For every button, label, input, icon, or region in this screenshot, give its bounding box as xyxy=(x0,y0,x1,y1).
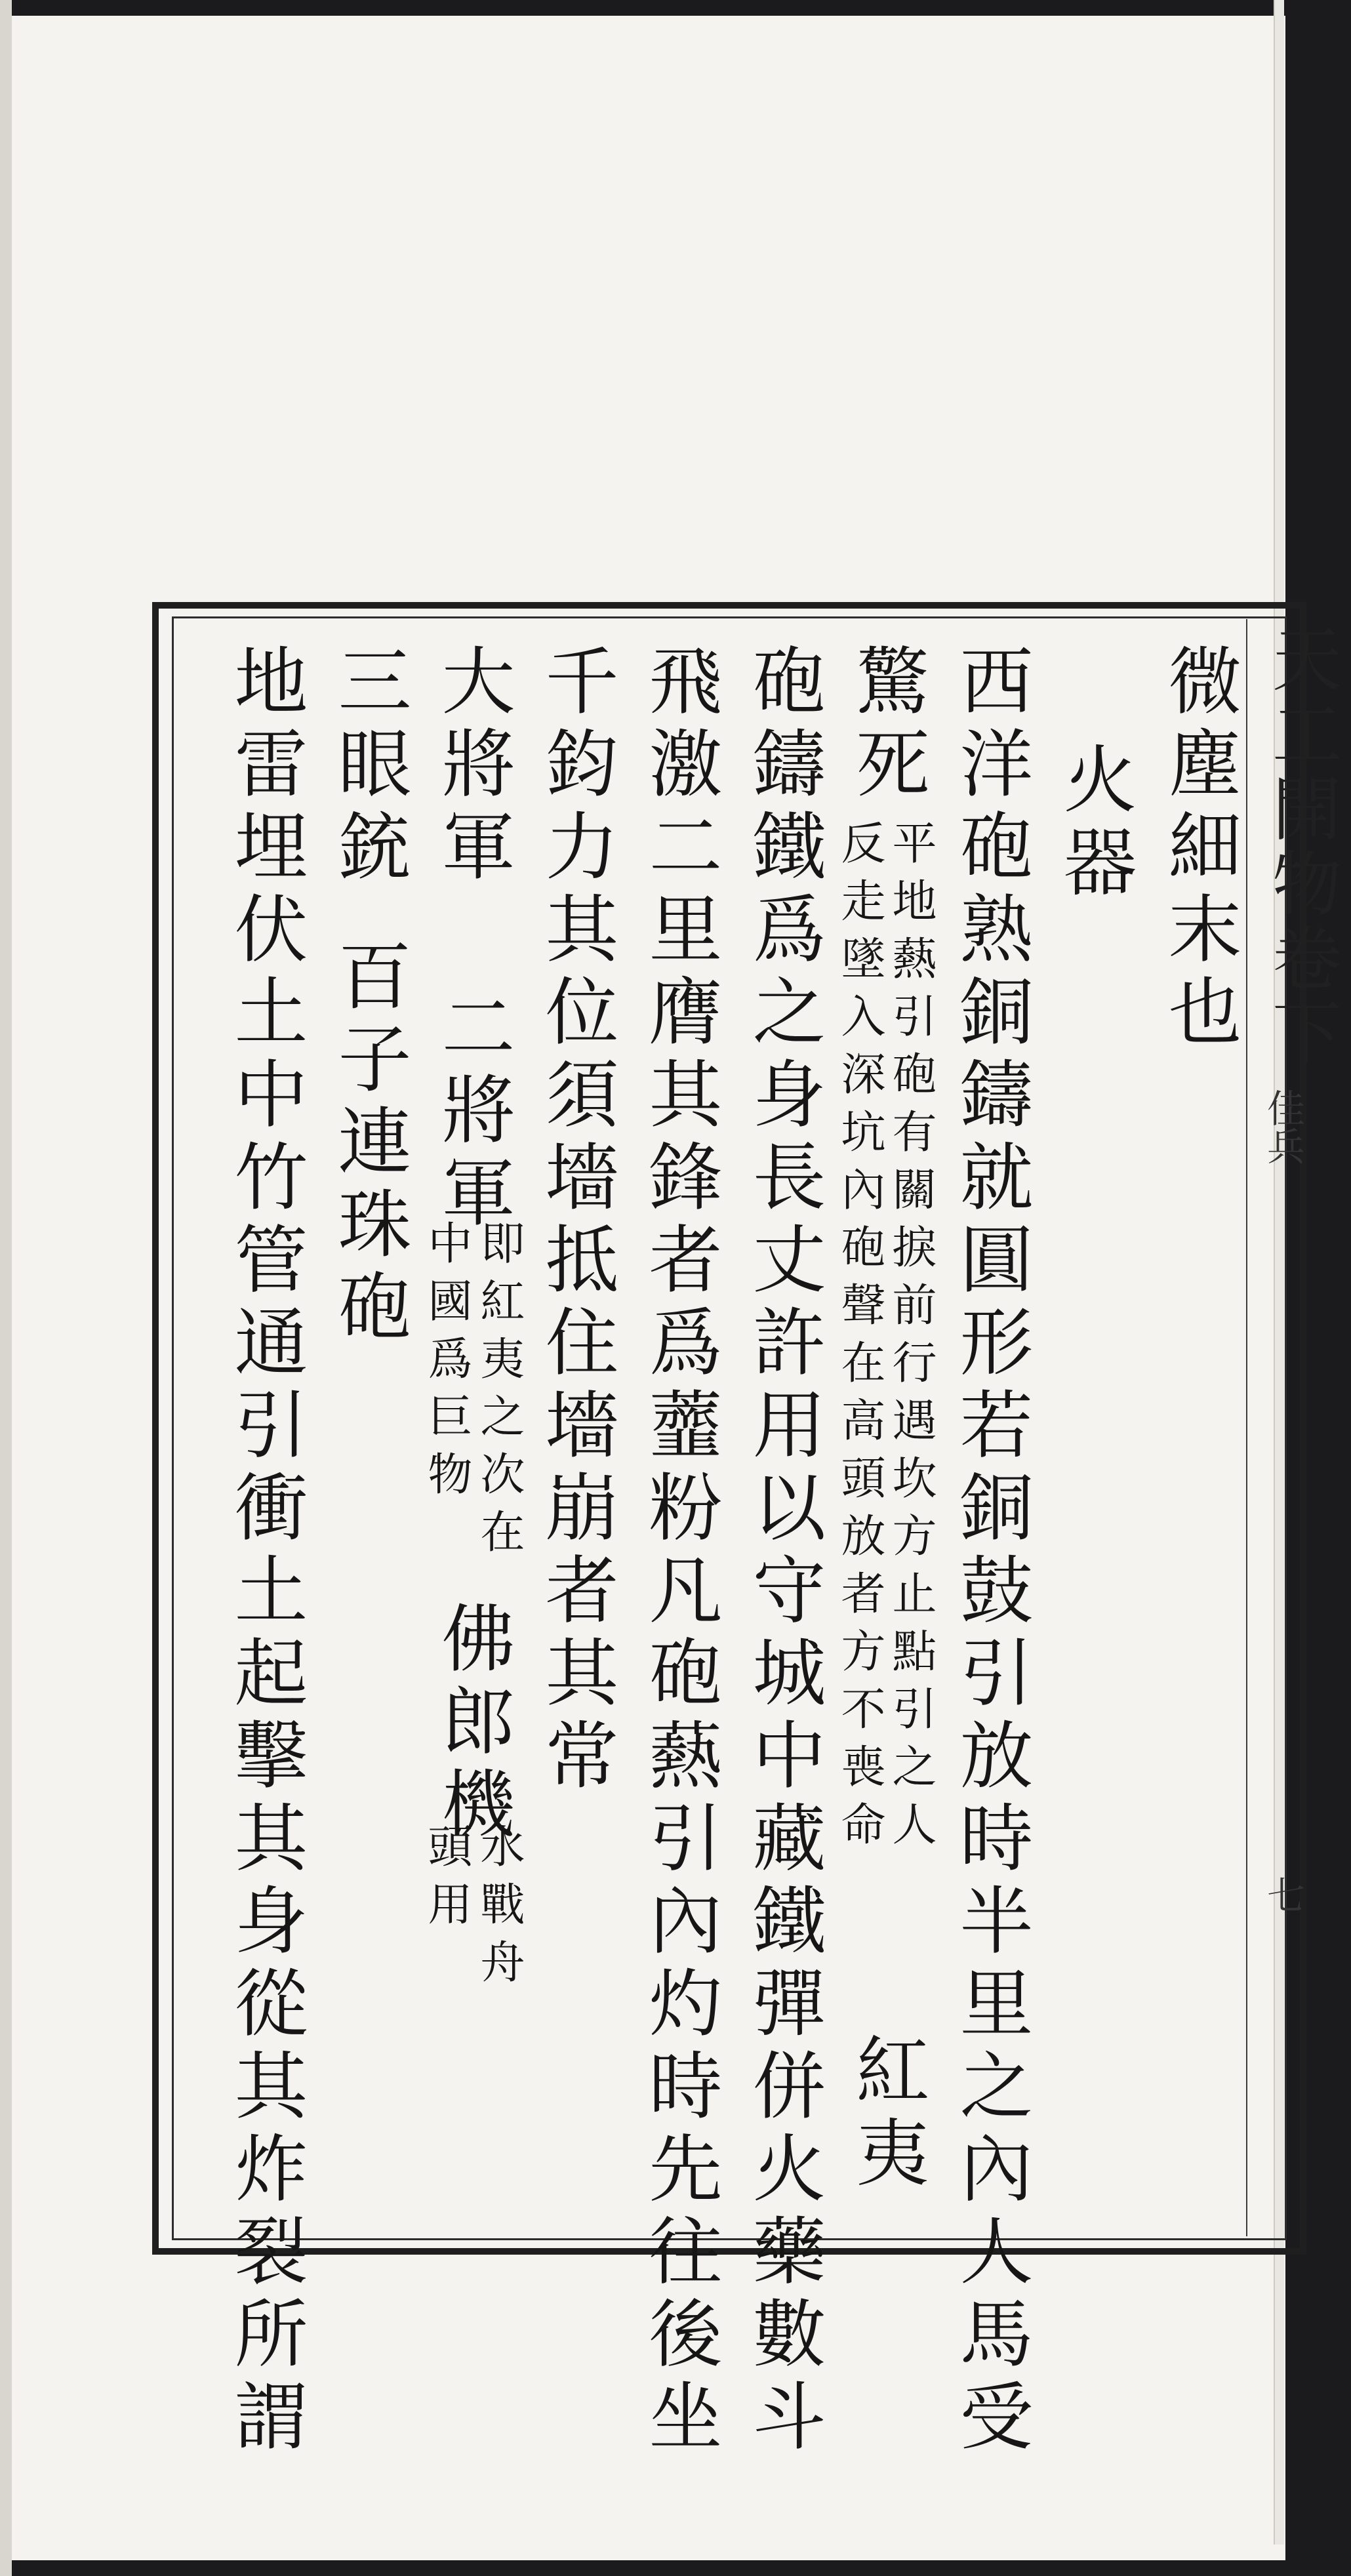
column-4-lead: 驚死 xyxy=(844,643,929,808)
book-edge xyxy=(0,0,12,2576)
column-4-note-left: 反走墜入深坑內砲聲在高頭放者方不喪命 xyxy=(834,820,885,1859)
column-10: 地雷埋伏土中竹管通引衝土起擊其身從其炸裂所謂 xyxy=(222,643,308,2461)
section-name: 佳兵 xyxy=(1260,1089,1305,1165)
column-8-note-left: 中國爲巨物 xyxy=(420,1220,472,1508)
column-1: 微塵細末也 xyxy=(1156,643,1241,1056)
column-7: 千鈞力其位須墻抵住墻崩者其常 xyxy=(533,643,618,1800)
column-8-note2-right: 水戰舟 xyxy=(473,1823,525,1996)
column-3: 西洋砲熟銅鑄就圓形若銅鼓引放時半里之內人馬受 xyxy=(948,643,1033,2461)
column-6: 飛激二里膺其鋒者爲虀粉凡砲爇引內灼時先往後坐 xyxy=(637,643,722,2461)
column-2: 火器 xyxy=(1051,741,1137,906)
column-9-lead: 三眼銃 xyxy=(326,643,411,891)
column-4-note-right: 平地爇引砲有關捩前行遇坎方止點引之人 xyxy=(885,820,937,1859)
folio-number: 七 xyxy=(1260,1876,1305,1914)
column-8-note2-left: 頭用 xyxy=(420,1823,472,1939)
column-9-tail: 百子連珠砲 xyxy=(326,938,411,1351)
column-8-lead: 大將軍 xyxy=(430,643,515,891)
column-8-note-right: 即紅夷之次在 xyxy=(473,1220,525,1566)
book-title: 天工開物卷下 xyxy=(1261,623,1342,1072)
column-8-tail: 佛郎機 xyxy=(430,1600,515,1848)
banner-rule xyxy=(1246,619,1247,2236)
column-8-mid: 二將軍 xyxy=(430,989,515,1237)
column-5: 砲鑄鐵爲之身長丈許用以守城中藏鐵彈併火藥數斗 xyxy=(740,643,826,2461)
column-4-tail: 紅夷 xyxy=(844,2032,929,2197)
